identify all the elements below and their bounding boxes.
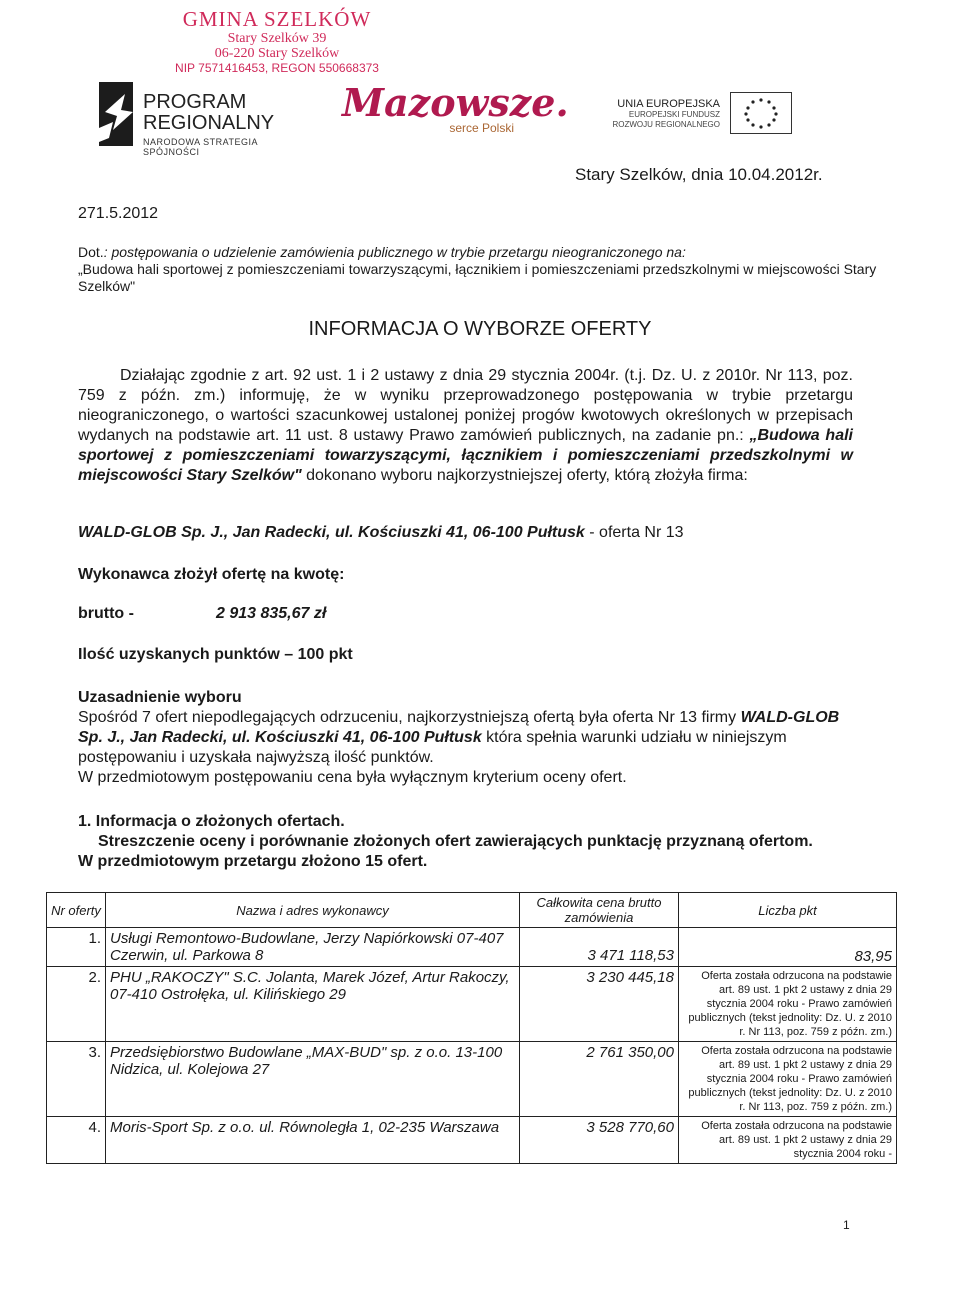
header-name: Nazwa i adres wykonawcy	[106, 893, 520, 928]
offers-table	[46, 892, 897, 1164]
row-points: Oferta została odrzucona na podstawie art. 89 ust. 1 pkt 2 ustawy z dnia 29 stycznia 2004 roku -	[679, 1117, 897, 1164]
stamp-line-2: Stary Szelków 39	[227, 31, 327, 47]
table-row	[47, 1117, 897, 1164]
paragraph-start: Działając zgodnie z art. 92 ust. 1 i 2 ustawy z dnia 29 stycznia 2004r. (t.j. Dz. U. z 2010r. Nr 113, poz. 759 z późn. zm.) informuję, że w wyniku przeprowadzonego postępowania w trybie przetargu nieograniczonego, o wartości szacunkowej ustalonej poniżej progów kwotowych określonych w przepisach wydanych na podstawie art. 11 ust. 8 ustawy Prawo zamówień publicznych, na zadanie pn.:	[78, 367, 853, 444]
header-nr: Nr oferty	[47, 893, 106, 928]
row-points: 83,95	[679, 928, 897, 967]
offers-info-count: W przedmiotowym przetargu złożono 15 ofert.	[78, 853, 428, 870]
justification-part-1: Spośród 7 ofert niepodlegających odrzuceniu, najkorzystniejszą ofertą była oferta Nr 13 firmy	[78, 709, 741, 726]
subject-line-2: „Budowa hali sportowej z pomieszczeniami towarzyszącymi, łącznikiem i pomieszczeniami przedszkolnymi w miejscowości Stary Szelków"	[78, 261, 877, 294]
paragraph-end: dokonano wyboru najkorzystniejszej oferty, którą złożyła firma:	[301, 467, 748, 484]
row-nr: 3.	[47, 1042, 106, 1117]
justification-title: Uzasadnienie wyboru	[78, 689, 242, 706]
offers-info-summary: Streszczenie oceny i porównanie złożonych ofert zawierających punktację przyznaną ofertom.	[98, 833, 813, 850]
reference-number: 271.5.2012	[78, 205, 159, 222]
subject	[78, 244, 878, 295]
justification-criterion: W przedmiotowym postępowaniu cena była wyłącznym kryterium oceny ofert.	[78, 769, 627, 786]
table-row	[47, 928, 897, 967]
table-row	[47, 967, 897, 1042]
header-points: Liczba pkt	[679, 893, 897, 928]
justification	[78, 688, 853, 788]
subject-lead: Dot.	[78, 244, 104, 260]
mazowsze-wordmark: Mazowsze.	[342, 80, 569, 125]
points-line: Ilość uzyskanych punktów – 100 pkt	[78, 646, 353, 663]
eu-flag-icon	[730, 92, 792, 134]
page-number: 1	[843, 1218, 850, 1232]
row-name: PHU „RAKOCZY" S.C. Jolanta, Marek Józef, Artur Rakoczy, 07-410 Ostrołęka, ul. Kilińskiego 29	[106, 967, 520, 1042]
row-points: Oferta została odrzucona na podstawie art. 89 ust. 1 pkt 2 ustawy z dnia 29 stycznia 2004 roku - Prawo zamówień publicznych (tekst jednolity: Dz. U. z 2010 r. Nr 113, poz. 759 z późn. zm.)	[679, 1042, 897, 1117]
eu-line-2: EUROPEJSKI FUNDUSZ	[628, 110, 720, 119]
municipality-stamp	[172, 8, 382, 75]
subject-line-1: : postępowania o udzielenie zamówienia publicznego w trybie przetargu nieograniczonego na:	[103, 244, 686, 260]
row-amount: 3 528 770,60	[520, 1117, 679, 1164]
mazowsze-tagline: serce Polski	[449, 121, 514, 135]
eu-logo	[612, 98, 792, 138]
row-name: Przedsiębiorstwo Budowlane „MAX-BUD" sp. z o.o. 13-100 Nidzica, ul. Kolejowa 27	[106, 1042, 520, 1117]
document-date: Stary Szelków, dnia 10.04.2012r.	[575, 165, 823, 184]
amount-label: Wykonawca złożył ofertę na kwotę:	[78, 566, 345, 583]
row-amount: 3 471 118,53	[520, 928, 679, 967]
eu-line-1: UNIA EUROPEJSKA	[617, 98, 720, 110]
row-nr: 4.	[47, 1117, 106, 1164]
selected-firm-offer: - oferta Nr 13	[584, 524, 684, 541]
row-amount: 2 761 350,00	[520, 1042, 679, 1117]
row-name: Usługi Remontowo-Budowlane, Jerzy Napiórkowski 07-407 Czerwin, ul. Parkowa 8	[106, 928, 520, 967]
program-line-2: REGIONALNY	[143, 112, 275, 134]
table-row	[47, 1042, 897, 1117]
brutto-line	[78, 605, 327, 623]
program-regionalny-subtitle: NARODOWA STRATEGIA SPÓJNOŚCI	[143, 137, 258, 157]
main-paragraph	[78, 366, 853, 486]
mazowsze-logo	[342, 80, 569, 144]
table-header-row	[47, 893, 897, 928]
paragraph-task-name: „Budowa hali sportowej z pomieszczeniami towarzyszącymi, łącznikiem i pomieszczeniami przedszkolnymi w miejscowości Stary Szelków"	[78, 427, 853, 484]
header-amount: Całkowita cena brutto zamówienia	[520, 893, 679, 928]
justification-firm: WALD-GLOB Sp. J., Jan Radecki, ul. Kościuszki 41, 06-100 Pułtusk	[78, 709, 840, 746]
row-amount: 3 230 445,18	[520, 967, 679, 1042]
program-regionalny-icon	[95, 82, 139, 146]
brutto-amount: 2 913 835,67 zł	[216, 605, 327, 622]
justification-text	[78, 708, 853, 768]
row-nr: 2.	[47, 967, 106, 1042]
stamp-line-3: 06-220 Stary Szelków	[214, 46, 340, 62]
offers-info-title: 1. Informacja o złożonych ofertach.	[78, 813, 345, 830]
brutto-label: brutto -	[78, 605, 134, 622]
row-nr: 1.	[47, 928, 106, 967]
program-line-1: PROGRAM	[143, 91, 247, 113]
row-points: Oferta została odrzucona na podstawie art. 89 ust. 1 pkt 2 ustawy z dnia 29 stycznia 2004 roku - Prawo zamówień publicznych (tekst jednolity: Dz. U. z 2010 r. Nr 113, poz. 759 z późn. zm.)	[679, 967, 897, 1042]
selected-firm-name: WALD-GLOB Sp. J., Jan Radecki, ul. Kościuszki 41, 06-100 Pułtusk	[78, 524, 585, 541]
page-title: INFORMACJA O WYBORZE OFERTY	[308, 318, 652, 340]
stamp-line-4: NIP 7571416453, REGON 550668373	[175, 60, 379, 75]
program-regionalny-logo	[95, 80, 305, 157]
program-regionalny-text	[143, 92, 274, 134]
offers-info	[78, 812, 858, 872]
stamp-line-1: GMINA SZELKÓW	[182, 7, 372, 31]
selected-firm	[78, 524, 684, 542]
eu-line-3: ROZWOJU REGIONALNEGO	[612, 120, 720, 129]
justification-part-2: która spełnia warunki udziału w niniejszym postępowaniu i uzyskała najwyższą ilość punktów.	[78, 729, 787, 766]
row-name: Moris-Sport Sp. z o.o. ul. Równoległa 1, 02-235 Warszawa	[106, 1117, 520, 1164]
